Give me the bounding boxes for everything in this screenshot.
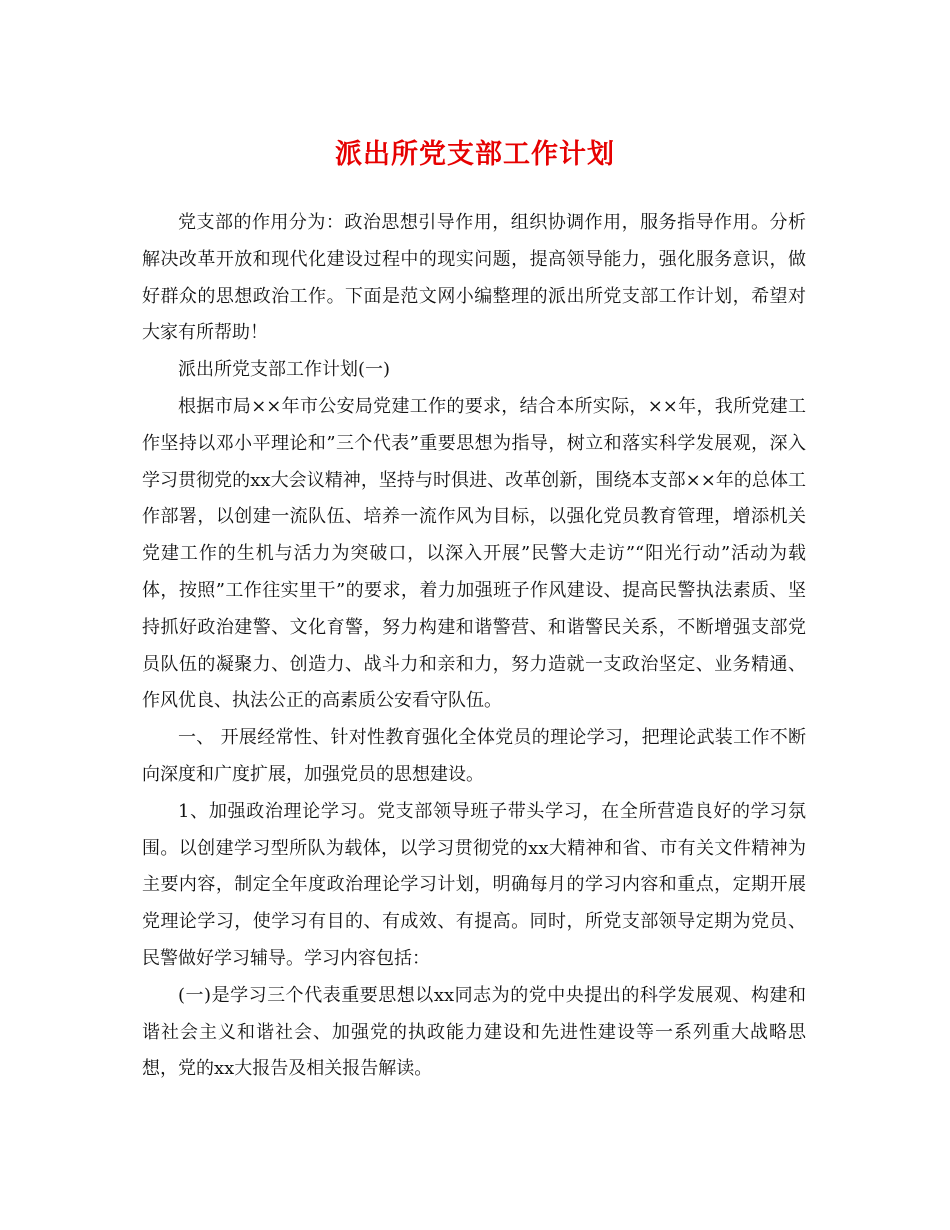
paragraph-overview: 根据市局××年市公安局党建工作的要求，结合本所实际，××年，我所党建工作坚持以邓小平理论和”三个代表”重要思想为指导，树立和落实科学发展观，深入学习贯彻党的xx大会议精神，坚持与时俱进、改革创新，围绕本支部××年的总体工作部署，以创建一流队伍、培养一流作风为目标，以强化党员教育管理，增添机关党建工作的生机与活力为突破口，以深入开展”民警大走访”“阳光行动”活动为载体，按照”工作往实里干”的要求，着力加强班子作风建设、提高民警执法素质、坚持抓好政治建警、文化育警，努力构建和谐警营、和谐警民关系，不断增强支部党员队伍的凝聚力、创造力、战斗力和亲和力，努力造就一支政治坚定、业务精通、作风优良、执法公正的高素质公安看守队伍。 [142,395,806,712]
paragraph-section-heading: 派出所党支部工作计划(一) [178,359,391,381]
paragraph-intro: 党支部的作用分为：政治思想引导作用，组织协调作用，服务指导作用。分析解决改革开放和现代化建设过程中的现实问题，提高领导能力，强化服务意识，做好群众的思想政治工作。下面是范文网小编整理的派出所党支部工作计划，希望对大家有所帮助！ [142,212,806,344]
paragraph-item-one: 一、 开展经常性、针对性教育强化全体党员的理论学习，把理论武装工作不断向深度和广度扩展，加强党员的思想建设。 [142,727,806,785]
document-body [142,205,806,1088]
paragraph-sub-item-1: (一)是学习三个代表重要思想以xx同志为的党中央提出的科学发展观、构建和谐社会主义和谐社会、加强党的执政能力建设和先进性建设等一系列重大战略思想，党的xx大报告及相关报告解读。 [142,984,806,1080]
document-title: 派出所党支部工作计划 [335,139,615,170]
paragraph-item-1: 1、加强政治理论学习。党支部领导班子带头学习，在全所营造良好的学习氛围。以创建学习型所队为载体，以学习贯彻党的xx大精神和省、市有关文件精神为主要内容，制定全年度政治理论学习计划，明确每月的学习内容和重点，定期开展党理论学习，使学习有目的、有成效、有提高。同时，所党支部领导定期为党员、民警做好学习辅导。学习内容包括： [142,800,806,969]
